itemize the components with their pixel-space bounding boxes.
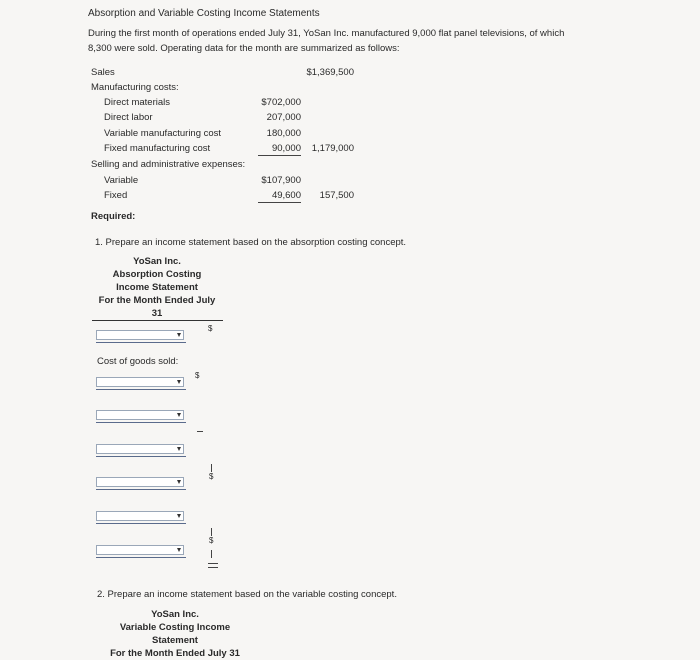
variable-mfg-label: Variable manufacturing cost — [104, 128, 222, 139]
q1-row3-dash — [197, 431, 203, 432]
q1-prompt: 1. Prepare an income statement based on the absorption costing concept. — [95, 237, 407, 248]
page-title: Absorption and Variable Costing Income Statements — [88, 8, 320, 19]
q1-double-underline — [208, 563, 218, 568]
direct-labor-label: Direct labor — [104, 112, 153, 123]
direct-labor-value: 207,000 — [266, 112, 301, 123]
direct-materials-value: $702,000 — [261, 97, 301, 108]
q1-statement-subtitle: Income Statement — [116, 282, 198, 293]
header-rule — [92, 320, 223, 321]
q1-statement-title: Absorption Costing — [112, 269, 202, 280]
fixed-mfg-label: Fixed manufacturing cost — [104, 143, 211, 154]
q1-underline-5 — [96, 523, 186, 524]
q1-period-line1: For the Month Ended July — [98, 295, 216, 306]
fixed-sga-label: Fixed — [104, 190, 128, 201]
sales-label: Sales — [91, 67, 115, 78]
intro-text-line1: During the first month of operations ended July 31, YoSan Inc. manufactured 9,000 flat panel televisions, of which — [88, 28, 565, 39]
q1-total-dollar-1: $ — [209, 472, 214, 481]
q1-line1-dollar: $ — [208, 324, 213, 333]
variable-sga-label: Variable — [104, 175, 139, 186]
sales-value: $1,369,500 — [306, 67, 354, 78]
q1-cogs-underline-3 — [96, 456, 186, 457]
variable-mfg-value: 180,000 — [266, 128, 301, 139]
mfg-costs-header: Manufacturing costs: — [91, 82, 179, 93]
variable-sga-value: $107,900 — [261, 175, 301, 186]
required-label: Required: — [91, 211, 136, 222]
q2-period: For the Month Ended July 31 — [110, 648, 240, 659]
cogs-label: Cost of goods sold: — [97, 356, 179, 367]
sga-header: Selling and administrative expenses: — [91, 159, 246, 170]
sga-total: 157,500 — [319, 190, 354, 201]
q2-company-name: YoSan Inc. — [151, 609, 199, 620]
q1-company-name: YoSan Inc. — [133, 256, 181, 267]
fixed-mfg-value: 90,000 — [258, 143, 301, 156]
q1-cogs-underline-2 — [96, 422, 186, 423]
q2-statement-subtitle: Statement — [152, 635, 198, 646]
q1-cogs-dropdown-3[interactable] — [96, 444, 184, 454]
q1-period-line2: 31 — [151, 308, 163, 319]
q1-cogs-dropdown-2[interactable] — [96, 410, 184, 420]
fixed-sga-value: 49,600 — [258, 190, 301, 203]
q1-line1-dropdown[interactable] — [96, 330, 184, 340]
q1-dropdown-4[interactable] — [96, 477, 184, 487]
q1-total-dollar-2: $ — [209, 536, 214, 545]
mfg-costs-total: 1,179,000 — [311, 143, 354, 154]
q1-cogs-underline-1 — [96, 389, 186, 390]
direct-materials-label: Direct materials — [104, 97, 170, 108]
q1-row6-bar — [211, 528, 212, 536]
q1-row7-bar — [211, 550, 212, 558]
q1-underline-6 — [96, 557, 186, 558]
q1-row4-bar — [211, 464, 212, 472]
q1-cogs-dollar: $ — [195, 371, 200, 380]
intro-text-line2: 8,300 were sold. Operating data for the month are summarized as follows: — [88, 43, 400, 54]
q2-prompt: 2. Prepare an income statement based on the variable costing concept. — [97, 589, 397, 600]
q1-dropdown-6[interactable] — [96, 545, 184, 555]
q1-underline-4 — [96, 489, 186, 490]
q1-dropdown-5[interactable] — [96, 511, 184, 521]
q1-line1-underline — [96, 342, 186, 343]
q2-statement-title: Variable Costing Income — [119, 622, 231, 633]
q1-cogs-dropdown-1[interactable] — [96, 377, 184, 387]
